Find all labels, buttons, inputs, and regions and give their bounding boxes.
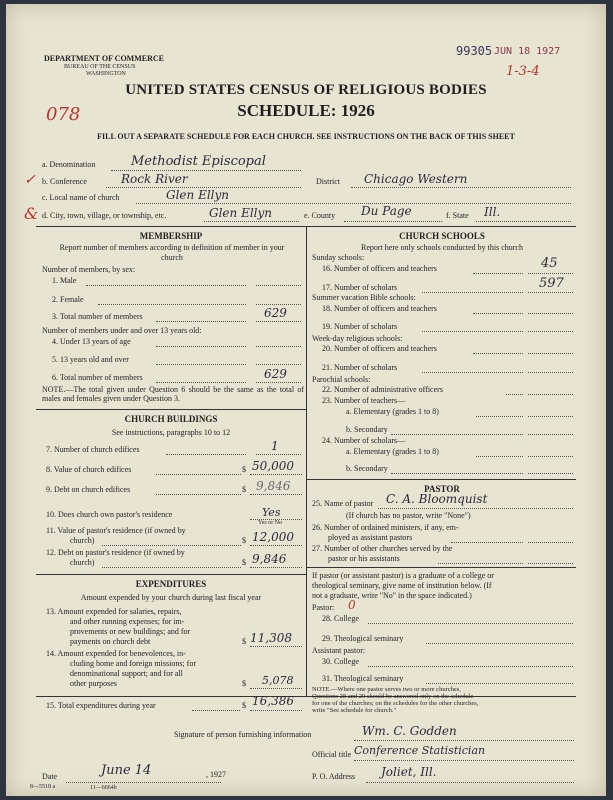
q13-line2: and other running expenses; for im-	[70, 617, 185, 626]
title-line2: SCHEDULE: 1926	[237, 101, 375, 120]
q13-value: 11,308	[250, 631, 292, 645]
q29-label: 29. Theological seminary	[322, 634, 404, 643]
q11-label-b: church)	[70, 536, 95, 545]
weekday-schools-label: Week-day religious schools:	[312, 334, 403, 343]
q24b-label: b. Secondary	[346, 464, 388, 473]
q14-line2: cluding home and foreign missions; for	[70, 659, 196, 668]
section-bottom-rule	[36, 696, 576, 697]
stamp-number: 99305	[456, 44, 493, 58]
po-address-label: P. O. Address	[312, 772, 356, 781]
membership-note: NOTE.—The total given under Question 6 should be the same as the total of males and females given under Question 3.	[42, 385, 304, 403]
schools-heading: CHURCH SCHOOLS	[399, 231, 485, 241]
q15-value: 16,386	[252, 694, 294, 708]
state-label: f. State	[446, 211, 469, 220]
q16-value: 45	[541, 256, 558, 271]
conference-label: b. Conference	[42, 177, 87, 186]
q30-label: 30. College	[322, 657, 359, 666]
city-label: d. City, town, village, or township, etc.	[42, 211, 167, 220]
q19-label: 19. Number of scholars	[322, 322, 398, 331]
denomination-label: a. Denomination	[42, 160, 96, 169]
q23b-label: b. Secondary	[346, 425, 388, 434]
state-value: Ill.	[484, 205, 501, 219]
district-value: Chicago Western	[364, 172, 468, 186]
q13-dollar: $	[242, 637, 246, 646]
q9-value: 9,846	[256, 479, 291, 493]
q26-label-a: 26. Number of ordained ministers, if any, em-	[312, 523, 459, 532]
membership-rule	[36, 409, 306, 410]
q6-total-value: 629	[264, 367, 287, 381]
q26-label-b: ployed as assistant pastors	[328, 533, 413, 542]
q28-label: 28. College	[322, 614, 359, 623]
q3-total-label: 3. Total number of members	[52, 312, 143, 321]
q16-label: 16. Number of officers and teachers	[322, 264, 437, 273]
grad-note-3: not a graduate, write "No" in the space indicated.)	[312, 591, 472, 600]
q14-value: 5,078	[262, 674, 294, 687]
buildings-heading: CHURCH BUILDINGS	[124, 414, 218, 424]
denomination-value: Methodist Episcopal	[131, 154, 266, 169]
q14-line4: other purposes	[70, 679, 117, 688]
pastor-note-4: write "See schedule for church."	[312, 707, 397, 714]
official-title-label: Official title	[312, 750, 352, 759]
q15-label: 15. Total expenditures during year	[46, 701, 156, 710]
official-title-value: Conference Statistician	[354, 744, 486, 757]
membership-heading: MEMBERSHIP	[139, 231, 203, 241]
department-city: WASHINGTON	[86, 71, 126, 77]
q22-label: 22. Number of administrative officers	[322, 385, 443, 394]
expenditures-sub: Amount expended by your church during last fiscal year	[80, 593, 262, 602]
q15-dollar: $	[242, 701, 246, 710]
q17-label: 17. Number of scholars	[322, 283, 398, 292]
conference-value: Rock River	[121, 172, 188, 186]
signature-label: Signature of person furnishing information	[174, 730, 312, 739]
column-divider	[306, 226, 307, 696]
q25-label: 25. Name of pastor	[312, 499, 374, 508]
q18-label: 18. Number of officers and teachers	[322, 304, 437, 313]
q12-label-a: 12. Debt on pastor's residence (if owned by	[46, 548, 185, 557]
q13-line3: provements or new buildings; and for	[70, 627, 191, 636]
q11-label-a: 11. Value of pastor's residence (if owned by	[46, 526, 186, 535]
q10-value: Yes	[262, 506, 281, 519]
q9-label: 9. Debt on church edifices	[46, 485, 131, 494]
pastor-rule	[306, 567, 576, 568]
bureau-name: BUREAU OF THE CENSUS	[64, 64, 136, 70]
q1-male-label: 1. Male	[52, 276, 77, 285]
schools-sub: Report here only schools conducted by this church	[361, 243, 523, 252]
po-address-value: Joliet, Ill.	[381, 765, 437, 779]
buildings-sub: See instructions, paragraphs 10 to 12	[111, 428, 231, 437]
q14-line3: denominational support; and for all	[70, 669, 183, 678]
county-value: Du Page	[361, 204, 412, 218]
pastor-label: Pastor:	[312, 603, 335, 612]
members-by-sex: Number of members, by sex:	[42, 265, 136, 274]
q23-label: 23. Number of teachers—	[322, 396, 406, 405]
form-number-2: 11—6664b	[90, 785, 117, 791]
pastor-note-2: Questions 28 and 29 should be answered only on the schedule	[312, 693, 474, 700]
members-under-over: Number of members under and over 13 years old:	[42, 326, 202, 335]
q7-value: 1	[271, 439, 279, 453]
q24a-label: a. Elementary (grades 1 to 8)	[346, 447, 439, 456]
q10-label: 10. Does church own pastor's residence	[46, 510, 173, 519]
expenditures-heading: EXPENDITURES	[135, 579, 207, 589]
title-line1: UNITED STATES CENSUS OF RELIGIOUS BODIES	[125, 82, 487, 98]
district-label: District	[316, 177, 340, 186]
q6-total-label: 6. Total number of members	[52, 373, 143, 382]
pastor-heading: PASTOR	[424, 484, 460, 494]
q20-label: 20. Number of officers and teachers	[322, 344, 437, 353]
q14-dollar: $	[242, 679, 246, 688]
q21-label: 21. Number of scholars	[322, 363, 398, 372]
pastor-note-3: for one of the churches; on the schedules for the other churches,	[312, 700, 479, 707]
file-number-mark: 078	[46, 104, 81, 125]
church-name-label: c. Local name of church	[42, 193, 120, 202]
stamp-date: JUN 18 1927	[494, 46, 561, 57]
q4-under13-label: 4. Under 13 years of age	[52, 337, 131, 346]
q31-label: 31. Theological seminary	[322, 674, 404, 683]
top-right-mark: 1-3-4	[506, 64, 540, 79]
church-name-value: Glen Ellyn	[166, 188, 230, 202]
pastor-note-1: NOTE.—Where one pastor serves two or more churches,	[312, 686, 461, 693]
q3-total-value: 629	[264, 306, 287, 320]
q12-value: 9,846	[252, 552, 287, 566]
left-mark: &	[24, 204, 39, 223]
signature-value: Wm. C. Godden	[362, 724, 457, 738]
q2-female-label: 2. Female	[52, 295, 84, 304]
parochial-schools-label: Parochial schools:	[312, 375, 371, 384]
q8-label: 8. Value of church edifices	[46, 465, 132, 474]
q23a-label: a. Elementary (grades 1 to 8)	[346, 407, 439, 416]
q24-label: 24. Number of scholars—	[322, 436, 406, 445]
form-number: 8—5518 a	[30, 784, 56, 790]
date-value: June 14	[101, 763, 152, 778]
q25-note: (If church has no pastor, write "None")	[346, 511, 471, 520]
q17-value: 597	[539, 276, 564, 291]
q27-label-a: 27. Number of other churches served by the	[312, 544, 453, 553]
left-check-mark: ✓	[24, 172, 36, 188]
census-schedule-sheet	[6, 4, 606, 796]
department-name: DEPARTMENT OF COMMERCE	[44, 54, 165, 63]
schools-rule	[306, 479, 576, 480]
q27-label-b: pastor or his assistants	[328, 554, 400, 563]
pastor-mark: 0	[348, 598, 356, 612]
date-year: , 1927	[206, 770, 226, 779]
q8-value: 50,000	[252, 459, 294, 473]
buildings-rule	[36, 574, 306, 575]
q13-line1: 13. Amount expended for salaries, repairs,	[46, 607, 182, 616]
q12-dollar: $	[242, 558, 246, 567]
membership-sub: Report number of members according to definition of member in your church	[59, 243, 285, 262]
city-value: Glen Ellyn	[209, 206, 273, 220]
q8-dollar: $	[242, 465, 246, 474]
q11-value: 12,000	[252, 530, 294, 544]
date-label: Date	[42, 772, 58, 781]
summer-schools-label: Summer vacation Bible schools:	[312, 293, 416, 302]
q9-dollar: $	[242, 485, 246, 494]
q11-dollar: $	[242, 536, 246, 545]
instruction-text: FILL OUT A SEPARATE SCHEDULE FOR EACH CHURCH. SEE INSTRUCTIONS ON THE BACK OF THIS SHEET	[97, 132, 515, 141]
q12-label-b: church)	[70, 558, 95, 567]
county-label: e. County	[304, 211, 336, 220]
q14-line1: 14. Amount expended for benevolences, in-	[46, 649, 186, 658]
grad-note-2: theological seminary, give name of institution below. (If	[312, 581, 492, 590]
yes-no-hint: Yes or No	[258, 520, 283, 526]
assistant-pastor-label: Assistant pastor:	[312, 646, 366, 655]
q5-over13-label: 5. 13 years old and over	[52, 355, 129, 364]
q7-label: 7. Number of church edifices	[46, 445, 140, 454]
sunday-schools-label: Sunday schools:	[312, 253, 365, 262]
q25-value: C. A. Bloomquist	[386, 492, 488, 506]
q13-line4: payments on church debt	[70, 637, 151, 646]
grad-note-1: If pastor (or assistant pastor) is a graduate of a college or	[312, 571, 494, 580]
